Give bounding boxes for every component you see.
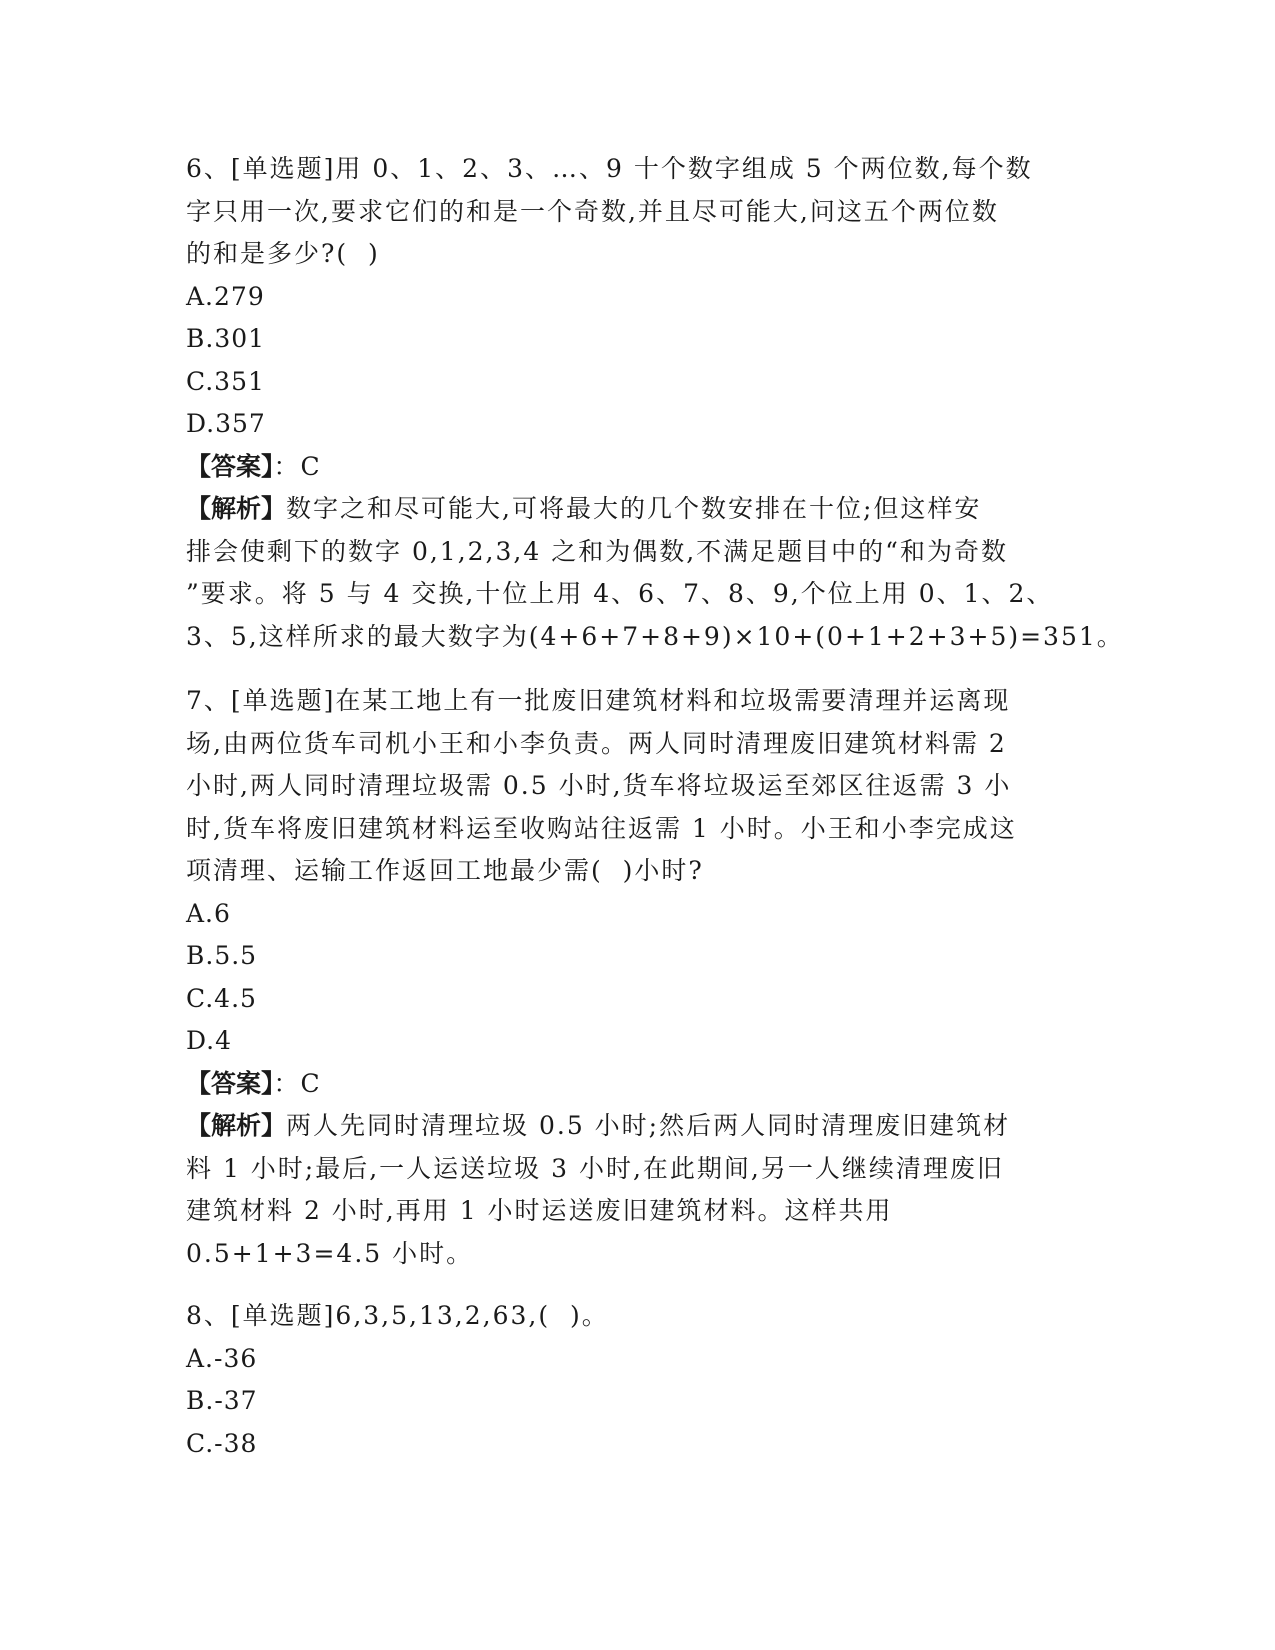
answer-value: ：C	[273, 1068, 322, 1098]
analysis-line: 0.5+1+3=4.5 小时。	[186, 1238, 474, 1268]
question-stem-line: 项清理、运输工作返回工地最少需( )小时?	[186, 856, 704, 885]
question-stem-line: 8、[单选题]6,3,5,13,2,63,( )。	[186, 1301, 609, 1330]
analysis-line: 两人先同时清理垃圾 0.5 小时;然后两人同时清理废旧建筑材	[286, 1111, 1011, 1140]
question-stem-line: 的和是多少?( )	[186, 239, 380, 268]
analysis-label: 【解析】	[186, 1111, 287, 1140]
analysis-line: ”要求。将 5 与 4 交换,十位上用 4、6、7、8、9,个位上用 0、1、2、	[186, 579, 1054, 608]
option-b: B.5.5	[186, 941, 258, 970]
answer-label: 【答案】	[186, 1068, 274, 1098]
question-stem-line: 时,货车将废旧建筑材料运至收购站往返需 1 小时。小王和小李完成这	[186, 813, 1017, 843]
question-7	[186, 680, 1086, 1275]
option-d: D.357	[186, 409, 266, 438]
question-stem-line: 小时,两人同时清理垃圾需 0.5 小时,货车将垃圾运至郊区往返需 3 小	[186, 771, 1012, 800]
option-c: C.4.5	[186, 983, 257, 1013]
analysis-line: 数字之和尽可能大,可将最大的几个数安排在十位;但这样安	[286, 494, 982, 523]
option-b: B.-37	[186, 1386, 258, 1415]
analysis-label: 【解析】	[186, 494, 287, 523]
answer-label: 【答案】	[186, 451, 274, 481]
question-stem-line: 字只用一次,要求它们的和是一个奇数,并且尽可能大,问这五个两位数	[186, 196, 999, 226]
question-stem-line: 7、[单选题]在某工地上有一批废旧建筑材料和垃圾需要清理并运离现	[186, 686, 1011, 715]
question-8	[186, 1295, 1086, 1465]
option-a: A.-36	[186, 1343, 258, 1373]
analysis-line: 排会使剩下的数字 0,1,2,3,4 之和为偶数,不满足题目中的“和为奇数	[186, 536, 1008, 566]
analysis-line: 料 1 小时;最后,一人运送垃圾 3 小时,在此期间,另一人继续清理废旧	[186, 1153, 1004, 1183]
option-c: C.351	[186, 366, 265, 396]
question-6	[186, 148, 1124, 658]
answer-line	[186, 1063, 1086, 1106]
analysis	[186, 1105, 1086, 1275]
option-a: A.279	[186, 281, 265, 311]
option-a: A.6	[186, 898, 231, 928]
option-b: B.301	[186, 324, 266, 353]
analysis	[186, 488, 1124, 658]
document-page	[186, 148, 1124, 1465]
answer-line	[186, 446, 1086, 489]
option-d: D.4	[186, 1026, 233, 1055]
answer-value: ：C	[273, 451, 322, 481]
analysis-line: 3、5,这样所求的最大数字为(4+6+7+8+9)×10+(0+1+2+3+5)=351。	[186, 621, 1124, 651]
question-stem-line: 场,由两位货车司机小王和小李负责。两人同时清理废旧建筑材料需 2	[186, 728, 1007, 758]
question-stem-line: 6、[单选题]用 0、1、2、3、…、9 十个数字组成 5 个两位数,每个数	[186, 154, 1033, 183]
option-c: C.-38	[186, 1428, 258, 1458]
analysis-line: 建筑材料 2 小时,再用 1 小时运送废旧建筑材料。这样共用	[186, 1196, 893, 1225]
